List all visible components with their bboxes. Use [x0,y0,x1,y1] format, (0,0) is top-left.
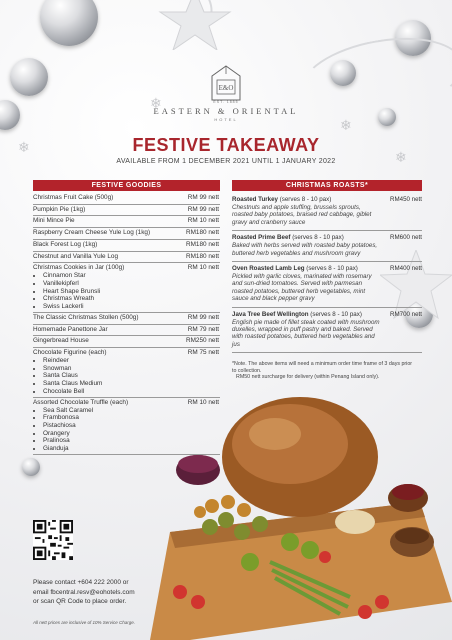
goodies-item [33,263,220,313]
goodies-variant: • Christmas Wreath [43,295,220,303]
roast-item-title [232,196,331,204]
goodies-variant: • Frambonosa [43,414,220,422]
goodies-item-price: RM180 nett [185,229,219,237]
roast-item-name: Roasted Prime Beef [232,234,291,242]
paper-star-decoration [150,0,240,50]
hotel-logo-icon [206,64,246,104]
goodies-variant: • Cinnamon Star [43,272,220,280]
roast-turkey-platter-image [150,352,452,640]
goodies-item [33,216,220,228]
goodies-item-name: Mini Mince Pie [33,217,75,225]
roast-item-name: Java Tree Beef Wellington [232,310,309,318]
price-footnote: All nett prices are inclusive of 10% Service Charge. [33,620,136,625]
goodies-heading: FESTIVE GOODIES [33,180,220,191]
roast-item-serves: (serves 8 - 10 pax) [290,234,344,242]
roast-item [232,193,422,231]
order-qr-code[interactable] [33,520,73,560]
goodies-variant: • Pistachiosa [43,422,220,430]
hotel-subname: HOTEL [214,117,238,122]
goodies-variant: • Pralinosa [43,437,220,445]
goodies-item-name: The Classic Christmas Stollen (500g) [33,313,139,321]
goodies-item-price: RM 10 nett [187,264,219,272]
roast-item-price: RM700 nett [390,310,422,318]
goodies-item [33,205,220,217]
roast-item-description: Pickled with garlic cloves, marinated with rosemary and sun-dried tomatoes. Served with parmesan roasted potatoes, buttered herb vegetables, mint sauce and black pepper gravy [232,273,372,303]
goodies-variant: • Orangery [43,430,220,438]
goodies-item-name: Chocolate Figurine (each) [33,349,107,356]
roast-item-description: English pie made of fillet steak coated with mushroom duxelles, wrapped in puff pastry and baked. Served with roasted potatoes, buttered herb vegetables and jus [232,318,380,348]
goodies-variant: • Gianduja [43,445,220,453]
snowflake-icon: ❄ [395,150,407,166]
goodies-item-name: Christmas Fruit Cake (500g) [33,194,114,201]
roast-item-name: Oven Roasted Lamb Leg [232,265,305,273]
goodies-item-name: Chestnut and Vanilla Yule Log [33,252,119,260]
roast-item-serves: (serves 8 - 10 pax) [277,196,332,203]
goodies-item-price: RM 79 nett [187,325,219,333]
hotel-established: EST. 1885 [213,100,239,104]
page-title: FESTIVE TAKEAWAY [132,135,320,155]
snowflake-icon: ❄ [340,118,352,134]
goodies-item-price: RM 75 nett [187,349,219,356]
goodies-variant: • Snowman [43,365,220,373]
goodies-variant: • Santa Claus Medium [43,380,220,388]
goodies-item-name: Pumpkin Pie (1kg) [33,205,86,213]
roast-item-price: RM450 nett [390,196,422,203]
contact-phone: Please contact +604 222 2000 or [33,579,129,586]
roast-item-serves: (serves 8 - 10 pax) [304,265,358,273]
roast-item-serves: (serves 8 - 10 pax) [308,310,362,318]
roast-item-title [232,234,344,242]
contact-info [33,578,153,607]
availability-subtitle: AVAILABLE FROM 1 DECEMBER 2021 UNTIL 1 JANUARY 2022 [116,158,336,165]
roast-item [232,308,422,354]
goodies-item-price: RM 99 nett [187,194,219,201]
goodies-item-name: Raspberry Cream Cheese Yule Log (1kg) [33,229,151,237]
roasts-heading: CHRISTMAS ROASTS* [232,180,422,191]
goodies-variant: • Swiss Lackerli [43,303,220,311]
goodies-item [33,313,220,325]
hotel-name: EASTERN & ORIENTAL [153,106,299,116]
silver-bauble-decoration [10,58,48,96]
order-note-lead-time: *Note. The above items will need a minimum order time frame of 3 days prior to collection. [232,361,413,374]
goodies-variant: • Heart Shape Brunsli [43,288,220,296]
roast-item-description: Baked with herbs served with roasted baby potatoes, buttered herb vegetables and mushroom gravy [232,242,378,257]
goodies-item-price: RM 10 nett [187,398,219,406]
contact-email[interactable]: email fbcentral.resv@eohotels.com [33,588,135,596]
goodies-variant: • Reindeer [43,357,220,365]
roast-item [232,262,422,308]
goodies-item-price: RM180 nett [185,252,219,260]
goodies-item-name: Homemade Panettone Jar [33,325,108,333]
goodies-item [33,228,220,240]
goodies-variant: • Chocolate Bell [43,388,220,396]
snowflake-icon: ❄ [18,140,30,156]
roast-item-price: RM600 nett [390,234,422,242]
goodies-variant: • Vanillekipferl [43,280,220,288]
silver-bauble-decoration [22,458,40,476]
goodies-item-name: Assorted Chocolate Truffle (each) [33,398,129,406]
roast-item [232,231,422,262]
goodies-item-price: RM 99 nett [187,205,219,213]
goodies-item-name: Black Forest Log (1kg) [33,240,98,248]
roast-item-name: Roasted Turkey [232,196,278,203]
order-note-delivery: RM50 nett surcharge for delivery (within Penang Island only). [236,374,380,381]
goodies-item-name: Gingerbread House [33,337,89,345]
goodies-item-price: RM180 nett [185,240,219,248]
goodies-item-price: RM250 nett [185,337,219,345]
roast-item-title [232,265,358,273]
goodies-item [33,252,220,264]
goodies-variant: • Sea Salt Caramel [43,407,220,415]
snowflake-icon: ❄ [150,96,162,112]
contact-qr-instruction: or scan QR Code to place order. [33,598,127,606]
roast-item-description: Chestnuts and apple stuffing, brussels sprouts, roasted baby potatoes, braised red cabbage, giblet gravy and cranberry sauce [232,204,372,226]
goodies-variant-list [33,272,220,310]
goodies-item-name: Christmas Cookies in Jar (100g) [33,264,125,272]
goodies-variant: • Santa Claus [43,372,220,380]
goodies-item [33,336,220,348]
goodies-item-price: RM 10 nett [187,217,219,225]
goodies-item [33,193,220,205]
roast-item-price: RM400 nett [390,265,422,273]
goodies-item [33,240,220,252]
goodies-item-price: RM 99 nett [187,313,219,321]
logo-monogram: E&O [218,84,234,92]
goodies-item [33,325,220,337]
roast-item-title [232,311,362,319]
silver-bauble-decoration [40,0,98,46]
